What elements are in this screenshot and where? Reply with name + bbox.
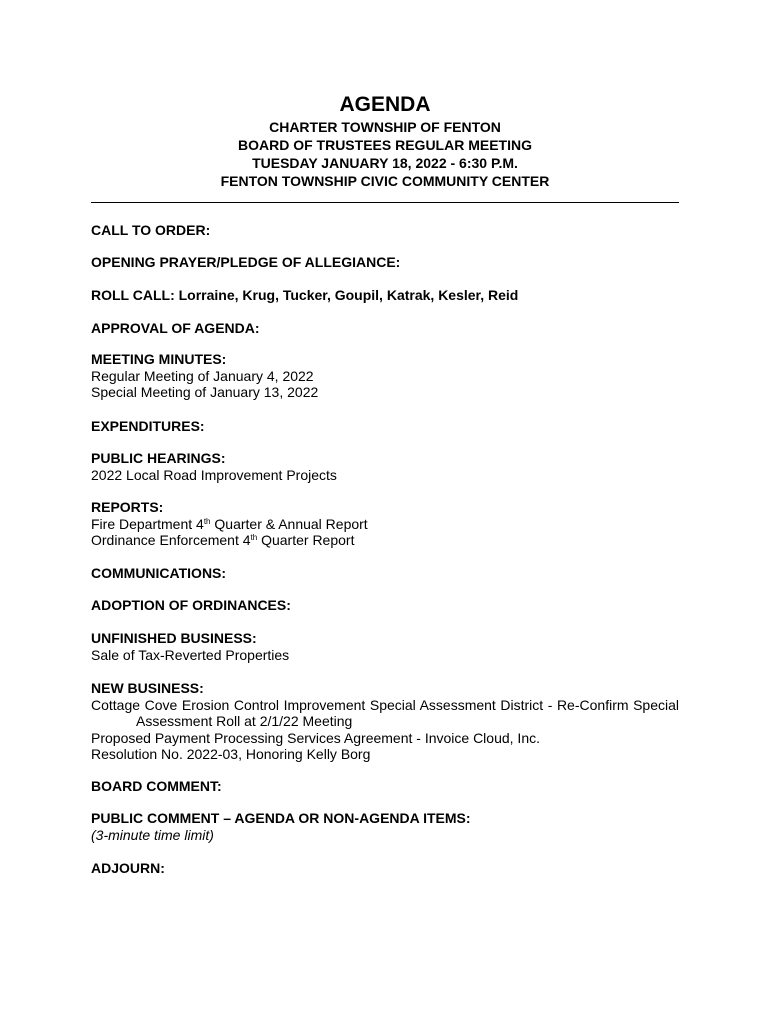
section-call-to-order	[91, 222, 679, 239]
time-limit-note: (3-minute time limit)	[91, 826, 214, 843]
section-opening-prayer	[91, 254, 679, 271]
section-approval-of-agenda	[91, 320, 679, 337]
section-heading: PUBLIC COMMENT – AGENDA OR NON-AGENDA ITEMS:	[91, 810, 471, 826]
section-heading: NEW BUSINESS:	[91, 680, 204, 696]
section-heading: EXPENDITURES:	[91, 418, 205, 434]
section-heading: PUBLIC HEARINGS:	[91, 450, 226, 466]
section-heading: UNFINISHED BUSINESS:	[91, 630, 257, 646]
section-heading: CALL TO ORDER:	[91, 222, 211, 238]
section-heading: BOARD COMMENT:	[91, 778, 222, 794]
agenda-header	[91, 92, 679, 190]
ordinal-suffix: th	[203, 516, 211, 526]
agenda-title: AGENDA	[339, 93, 431, 116]
section-heading: MEETING MINUTES:	[91, 351, 227, 367]
list-item	[91, 532, 679, 549]
section-heading: ADJOURN:	[91, 860, 165, 876]
list-item: 2022 Local Road Improvement Projects	[91, 466, 337, 483]
ordinal-suffix: th	[250, 533, 258, 542]
section-heading: ROLL CALL: Lorraine, Krug, Tucker, Goupil, Katrak, Kesler, Reid	[91, 287, 519, 303]
list-item-continuation: Assessment Roll at 2/1/22 Meeting	[136, 713, 353, 729]
section-public-comment	[91, 810, 679, 843]
section-reports	[91, 499, 679, 549]
section-heading: ADOPTION OF ORDINANCES:	[91, 597, 291, 613]
item-text: Ordinance Enforcement 4	[91, 532, 251, 548]
section-new-business	[91, 680, 679, 763]
list-item: Resolution No. 2022-03, Honoring Kelly Borg	[91, 746, 371, 762]
section-meeting-minutes	[91, 351, 679, 401]
list-item	[91, 516, 679, 533]
list-item: Special Meeting of January 13, 2022	[91, 384, 319, 400]
meeting-date: TUESDAY JANUARY 18, 2022 - 6:30 P.M.	[252, 155, 518, 171]
list-item: Sale of Tax-Reverted Properties	[91, 646, 290, 663]
meeting-type: BOARD OF TRUSTEES REGULAR MEETING	[237, 137, 532, 153]
township-name: CHARTER TOWNSHIP OF FENTON	[269, 119, 501, 135]
header-divider	[91, 202, 679, 203]
section-adjourn	[91, 860, 679, 877]
section-heading: COMMUNICATIONS:	[91, 565, 227, 581]
section-board-comment	[91, 778, 679, 795]
section-unfinished-business	[91, 630, 679, 663]
section-heading: APPROVAL OF AGENDA:	[91, 320, 260, 336]
section-expenditures	[91, 418, 679, 435]
item-text: Quarter Report	[257, 532, 355, 548]
section-heading: REPORTS:	[91, 499, 164, 515]
list-item: Regular Meeting of January 4, 2022	[91, 367, 314, 384]
section-heading: OPENING PRAYER/PLEDGE OF ALLEGIANCE:	[91, 254, 401, 270]
section-adoption-of-ordinances	[91, 597, 679, 614]
meeting-location: FENTON TOWNSHIP CIVIC COMMUNITY CENTER	[220, 173, 550, 189]
list-item: Proposed Payment Processing Services Agreement - Invoice Cloud, Inc.	[91, 729, 540, 746]
section-communications	[91, 565, 679, 582]
item-text: Fire Department 4	[91, 515, 204, 532]
section-roll-call	[91, 287, 679, 304]
section-public-hearings	[91, 450, 679, 483]
item-text: Quarter & Annual Report	[210, 515, 368, 532]
list-item: Cottage Cove Erosion Control Improvement Special Assessment District - Re-Confirm Special	[91, 696, 679, 713]
